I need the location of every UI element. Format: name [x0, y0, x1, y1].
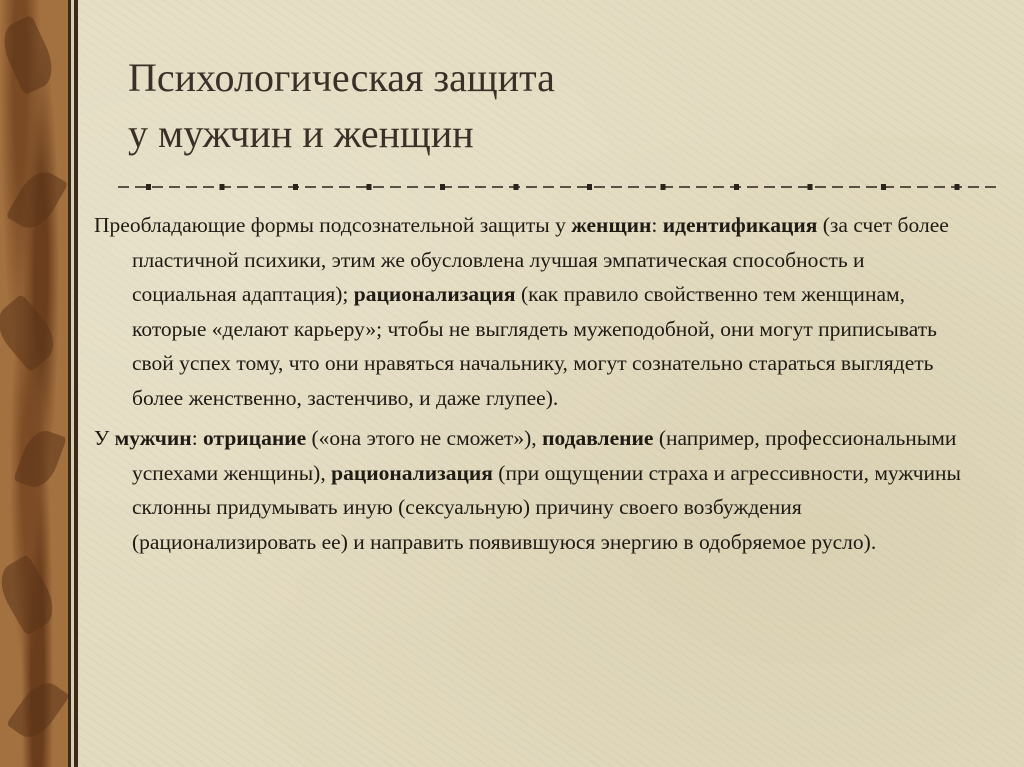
sidebar-border: [68, 0, 78, 767]
dashed-divider: [118, 182, 998, 192]
divider-dot: [661, 184, 666, 190]
text-segment: (при ощущении страха и агрессивности, мужчины склонны придумывать иную (сексуальную) причину своего возбуждения (рационализировать ее) и направить появившуюся энергию в одобряемое русло).: [132, 460, 961, 554]
divider-dot: [734, 184, 739, 190]
text-segment: У: [94, 426, 115, 450]
bold-term: рационализация: [331, 460, 493, 485]
text-segment: Преобладающие формы подсознательной защиты у: [94, 213, 572, 237]
text-segment: :: [651, 213, 663, 237]
divider-dot: [293, 184, 298, 190]
divider-dot: [146, 184, 151, 190]
title-line-1: Психологическая защита: [128, 55, 555, 100]
text-segment: (как правило свойственно тем женщинам, которые «делают карьеру»; чтобы не выглядеть мужеподобной, они могут приписывать свой успех тому, что они нравяться начальнику, могут сознательно стараться выглядеть более женственно, застенчиво, и даже глупее).: [132, 282, 937, 410]
divider-dot: [881, 184, 886, 190]
divider-dot: [587, 184, 592, 190]
bold-term: рационализация: [353, 282, 516, 306]
bold-term: мужчин: [114, 426, 192, 450]
slide-body: [94, 208, 974, 559]
text-segment: (за счет более пластичной психики, этим же обусловлена лучшая эмпатическая способность и социальная адаптация);: [132, 213, 949, 306]
divider-dot: [514, 184, 519, 190]
bold-term: подавление: [542, 426, 654, 450]
divider-dot: [220, 184, 225, 190]
text-segment: :: [191, 426, 204, 450]
text-segment: («она этого не сможет»),: [306, 426, 543, 450]
paragraph-women: [94, 208, 974, 415]
decorative-sidebar: [0, 0, 68, 767]
divider-dot: [367, 184, 372, 190]
bold-term: женщин: [571, 213, 652, 237]
divider-dot: [955, 184, 960, 190]
paragraph-men: [94, 421, 974, 559]
bold-term: отрицание: [203, 426, 307, 450]
text-segment: (например, профессиональными успехами женщины),: [132, 426, 957, 485]
divider-dot: [440, 184, 445, 190]
title-line-2: у мужчин и женщин: [128, 111, 474, 156]
bold-term: идентификация: [662, 213, 818, 237]
divider-dot: [808, 184, 813, 190]
slide-title: [128, 50, 948, 162]
